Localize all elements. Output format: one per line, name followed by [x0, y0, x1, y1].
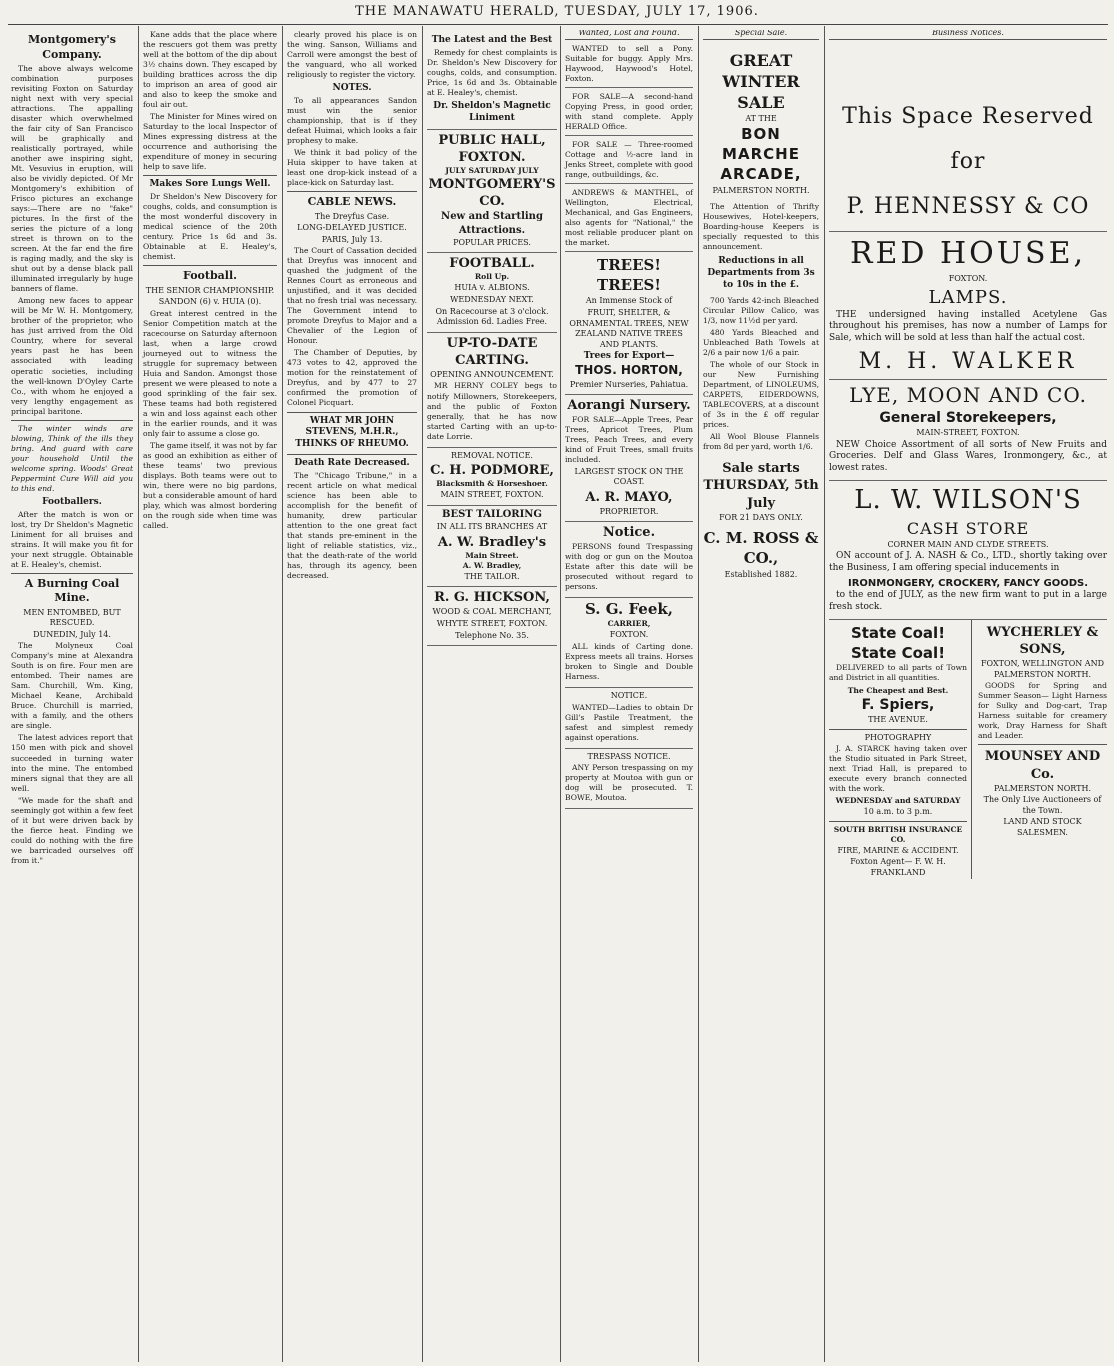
sale-text: The whole of our Stock in our New Furnishing Department, of LINOLEUMS, CARPETS, EIDERDOWNS, TABLECOVERS, at a discount of 3s in the £ off regular prices.: [703, 360, 819, 430]
ad-text: IN ALL ITS BRANCHES AT: [436, 522, 548, 532]
divider: [11, 573, 133, 574]
advertisement: [829, 232, 1107, 381]
article-text: clearly proved his place is on the wing. Sanson, Williams and Carroll were amongst the best of the vanguard, who all worked religiously to register the victory.: [287, 30, 417, 80]
ad-heading: SOUTH BRITISH INSURANCE CO.: [833, 824, 963, 844]
article-text: "We made for the shaft and seemingly got within a few feet of it but were driven back by the fierce heat. Finding we could do nothing with the fire we barricaded ourselves off from it.": [11, 795, 133, 865]
article-subheading: The Dreyfus Case.: [314, 211, 390, 221]
ad-heading: Notice.: [602, 525, 656, 541]
sale-text: The Attention of Thrifty Housewives, Hotel-keepers, Boarding-house Keepers is specially requested to this announcement.: [703, 202, 819, 252]
ad-text: FRUIT, SHELTER, & ORNAMENTAL TREES, NEW ZEALAND NATIVE TREES AND PLANTS.: [569, 307, 689, 349]
classified-ad: WANTED to sell a Pony. Suitable for buggy. Apply Mrs. Haywood, Haywood's Hotel, Foxton.: [565, 42, 693, 88]
divider: [287, 454, 417, 455]
ad-heading: The Latest and the Best: [431, 35, 553, 45]
divider: [143, 175, 277, 176]
column-divider: [282, 26, 283, 1362]
advertisement: [427, 333, 557, 448]
advertisement: [565, 749, 693, 810]
article-text: The game itself, it was not by far as good an exhibition as either of these teams' two previous displays. Both teams were out to win, there were no big pardons, but a considerable amount of hard play, which was almost bordering on the rough side when time was called.: [143, 441, 277, 531]
ad-text: WEDNESDAY NEXT.: [450, 294, 534, 304]
ad-text: PALMERSTON NORTH.: [993, 783, 1091, 793]
ad-text: MAIN-STREET, FOXTON.: [916, 428, 1020, 438]
article-subheading: THE SENIOR CHAMPIONSHIP.: [145, 285, 275, 295]
ad-heading: MOUNSEY AND Co.: [984, 749, 1101, 782]
sale-text: All Wool Blouse Flannels from 8d per yard, worth 1/6.: [703, 432, 819, 452]
ad-heading: R. G. HICKSON,: [434, 590, 550, 606]
ad-text: Premier Nurseries, Pahiatua.: [569, 379, 689, 389]
ad-heading: LAMPS.: [928, 286, 1008, 308]
ad-text: FOXTON.: [609, 630, 649, 640]
ad-heading: A. R. MAYO,: [585, 489, 673, 505]
article-subheading: LONG-DELAYED JUSTICE.: [297, 223, 407, 233]
advertisement: [427, 30, 557, 130]
advertisement: [829, 481, 1107, 620]
ad-text: FOXTON.: [948, 274, 988, 284]
dateline: PARIS, July 13.: [321, 234, 383, 244]
advertisement: [565, 254, 693, 396]
ad-column: [978, 620, 1107, 880]
column-1: [8, 30, 136, 1362]
divider: [978, 744, 1107, 745]
ad-text: FIRE, MARINE & ACCIDENT.: [837, 845, 959, 855]
divider: [829, 729, 967, 730]
ad-text: CORNER MAIN AND CLYDE STREETS.: [887, 539, 1049, 549]
ad-heading: IRONMONGERY, CROCKERY, FANCY GOODS.: [847, 577, 1088, 589]
column-7: [826, 30, 1110, 1362]
advertisement: [565, 522, 693, 597]
ad-heading: UP-TO-DATE CARTING.: [446, 335, 538, 368]
ad-heading: TREES! TREES!: [597, 255, 661, 294]
column-divider: [138, 26, 139, 1362]
ad-text: ALL kinds of Carting done. Express meets all trains. Horses broken to Single and Double Harness.: [565, 642, 693, 682]
ad-text: WEDNESDAY and SATURDAY: [835, 796, 961, 806]
ad-text: New and Startling Attractions.: [441, 211, 543, 236]
article-text: The above always welcome combination purposes revisiting Foxton on Saturday night next with very special attractions. The appalling disaster which overwhelmed the fair city of San Francisco will be graphically and realistically portrayed, while another awe inspiring sight, Mt. Vesuvius in eruption, will also be vividly depicted. Of Mr Montgomery's exhibition of Frisco pictures an exchange says:—There are no "fake" pictures. In the first of the series the picture of a long street is thrown on to the screen. At the far end the fire is raging madly, and the sky is shut out by a dense black pall illuminated irregularly by huge banners of flame.: [11, 64, 133, 294]
ad-heading: FOOTBALL.: [449, 256, 535, 272]
advertisement: [829, 380, 1107, 481]
ad-text: CARRIER,: [607, 619, 651, 629]
ad-heading: PHOTOGRAPHY: [864, 732, 932, 742]
advertisement: [829, 42, 1107, 232]
ad-text: THE AVENUE.: [868, 714, 928, 724]
column-divider: [560, 26, 561, 1362]
ad-heading: TRESPASS NOTICE.: [587, 751, 671, 761]
divider: [11, 420, 133, 421]
ad-text: PROPRIETOR.: [599, 506, 659, 516]
column-divider: [698, 26, 699, 1362]
sale-heading: GREAT WINTER SALE: [722, 50, 800, 112]
ad-text: HUIA v. ALBIONS.: [454, 283, 530, 293]
sale-text: AT THE: [745, 113, 777, 123]
ad-heading: C. H. PODMORE,: [430, 463, 554, 479]
ad-text: FOXTON, WELLINGTON AND PALMERSTON NORTH.: [981, 659, 1104, 679]
ad-text: Trees for Export—: [583, 351, 675, 362]
divider: [143, 265, 277, 266]
store-name: C. M. ROSS & CO.,: [703, 529, 819, 568]
advertisement: [565, 598, 693, 688]
sale-text: PALMERSTON NORTH.: [712, 185, 810, 195]
store-name: BON MARCHE ARCADE,: [720, 125, 802, 184]
article-heading: Footballers.: [42, 496, 102, 507]
ad-heading: MONTGOMERY'S CO.: [428, 177, 556, 210]
ad-text: DELIVERED to all parts of Town and District in all quantities.: [829, 663, 967, 683]
ad-heading: General Storekeepers,: [879, 409, 1057, 426]
article-heading: Makes Sore Lungs Well.: [149, 179, 271, 190]
ad-heading: State Coal!: [850, 623, 946, 642]
column-divider: [422, 26, 423, 1362]
divider: [287, 191, 417, 192]
section-label: Business Notices.: [829, 30, 1107, 40]
advertisement: [427, 506, 557, 587]
ad-text: OPENING ANNOUNCEMENT.: [430, 369, 554, 379]
ad-text: The Cheapest and Best.: [847, 685, 949, 695]
ad-heading: L. W. WILSON'S: [854, 485, 1082, 516]
article-text: Dr Sheldon's New Discovery for coughs, colds, and consumption is the most wonderful discovery in medical science of the 20th century. Price 1s 6d and 3s. Obtainable at E. Healey's, chemist.: [143, 192, 277, 262]
article-heading: Football.: [183, 269, 237, 283]
ad-text: LAND AND STOCK SALESMEN.: [1003, 817, 1082, 837]
ad-text: Telephone No. 35.: [455, 630, 529, 640]
classified-ad: FOR SALE—A second-hand Copying Press, in good order, with stand complete. Apply HERALD Office.: [565, 90, 693, 136]
ad-heading: THOS. HORTON,: [575, 363, 683, 378]
column-2: [140, 30, 280, 1362]
divider: [829, 821, 967, 822]
ad-heading: Dr. Sheldon's Magnetic Liniment: [433, 100, 551, 123]
ad-heading: for: [950, 148, 986, 174]
ad-text: FOR SALE—Apple Trees, Pear Trees, Apricot Trees, Plum Trees, Peach Trees, and every kind of Fruit Trees, small fruits included.: [565, 414, 693, 464]
sale-text: Established 1882.: [724, 569, 798, 579]
sale-subheading: Reductions in all Departments from 3s to 10s in the £.: [707, 256, 815, 291]
column-4: [424, 30, 560, 1362]
article-text: The Molyneux Coal Company's mine at Alexandra South is on fire. Four men are entombed. Their names are Sam. Churchill, Wm. King, Michael Keane, Archibald Bruce. Churchill is married, with a family, and the others are single.: [11, 641, 133, 731]
top-rule: [8, 24, 1108, 25]
column-6: [700, 30, 822, 1362]
ad-heading: RED HOUSE,: [849, 235, 1087, 271]
article-heading: Montgomery's Company.: [27, 33, 116, 61]
article-text: After the match is won or lost, try Dr Sheldon's Magnetic Liniment for all bruises and strains. It will make you fit for your next struggle. Obtainable at E. Healey's, chemist.: [11, 509, 133, 569]
ad-text: ANY Person trespassing on my property at Moutoa with gun or dog will be prosecuted. T. BOWE, Moutoa.: [565, 763, 693, 803]
ad-text: POPULAR PRICES.: [453, 237, 531, 247]
article-heading: Death Rate Decreased.: [294, 458, 410, 469]
advertisement: [565, 688, 693, 749]
article-text: The Court of Cassation decided that Dreyfus was innocent and quashed the judgment of the Rennes Court as erroneous and unjustified, and it was decided that no fresh trial was necessary. The Government intend to promote Dreyfus to Major and a Chevalier of the Legion of Honour.: [287, 246, 417, 346]
ad-text: NEW Choice Assortment of all sorts of New Fruits and Groceries. Delf and Glass Wares, Ironmongery, &c., at lowest rates.: [829, 439, 1107, 474]
section-label: Wanted, Lost and Found.: [565, 30, 693, 40]
sale-text: 700 Yards 42-inch Bleached Circular Pillow Calico, was 1/3, now 11½d per yard.: [703, 296, 819, 326]
sale-heading: Sale starts THURSDAY, 5th July: [703, 461, 819, 511]
ad-text: WHYTE STREET, FOXTON.: [436, 619, 548, 629]
section-label: Special Sale.: [703, 30, 819, 40]
ad-row: [829, 620, 1107, 880]
ad-text: J. A. STARCK having taken over the Studio situated in Park Street, next Triad Hall, is prepared to execute every branch connected with the work.: [829, 744, 967, 794]
ad-heading: State Coal!: [850, 643, 946, 662]
ad-text: to the end of JULY, as the new firm want to put in a large fresh stock.: [829, 590, 1107, 612]
ad-text: THE undersigned having installed Acetylene Gas throughout his premises, has now a number of Lamps for Sale, which will be sold at less than half the actual cost.: [829, 309, 1107, 344]
article-text: Great interest centred in the Senior Competition match at the racecourse on Saturday afternoon last, when a large crowd journeyed out to witness the struggle for supremacy between Huia and Sandon. Amongst those present we were pleased to note a good sprinkling of the fair sex. These teams had both registered a win and loss against each other in the earlier rounds, and it was only fair to assume a close go.: [143, 308, 277, 438]
advertisement: [565, 395, 693, 522]
article-heading: CABLE NEWS.: [307, 195, 397, 209]
ad-heading: M. H. WALKER: [858, 349, 1078, 375]
ad-text: WOOD & COAL MERCHANT,: [432, 607, 552, 617]
ad-text: JULY SATURDAY JULY: [445, 166, 539, 176]
ad-heading: WYCHERLEY & SONS,: [986, 624, 1099, 658]
ad-heading: PUBLIC HALL, FOXTON.: [438, 132, 546, 165]
article-text: The "Chicago Tribune," in a recent article on what medical science has been able to accomplish for the benefit of humanity, drew particular attention to the one great fact that stands pre-eminent in the light of reliable statistics, viz., that the death-rate of the world has, through its agency, been decreased.: [287, 471, 417, 581]
column-3: [284, 30, 420, 1362]
advertisement: [427, 587, 557, 646]
article-text: Kane adds that the place where the rescuers got them was pretty well at the bottom of the dip about 3½ chains down. They escaped by building brattices across the dip to imprison an area of good air and also to keep the smoke and foul air out.: [143, 30, 277, 110]
ad-text: REMOVAL NOTICE.: [451, 450, 533, 460]
ad-heading: Aorangi Nursery.: [567, 398, 691, 414]
ad-text: MR HERNY COLEY begs to notify Millowners, Storekeepers, and the public of Foxton generally, that he has now started Carting with an up-to-date Lorrie.: [427, 381, 557, 441]
article-heading: A Burning Coal Mine.: [24, 576, 120, 605]
sale-text: 480 Yards Bleached and Unbleached Bath Towels at 2/6 a pair now 1/6 a pair.: [703, 328, 819, 358]
ad-text: LARGEST STOCK ON THE COAST.: [574, 466, 684, 487]
ad-text: Foxton Agent— F. W. H. FRANKLAND: [850, 857, 946, 877]
ad-text: PERSONS found Trespassing with dog or gun on the Moutoa Estate after this date will be prosecuted without regard to persons.: [565, 541, 693, 591]
ad-heading: NOTICE.: [610, 691, 648, 701]
ad-text: On Racecourse at 3 o'clock. Admission 6d. Ladies Free.: [435, 306, 549, 327]
article-text: We think it bad policy of the Huia skipper to have taken at least one drop-kick instead of a place-kick on Saturday last.: [287, 148, 417, 188]
advertisement: [427, 253, 557, 332]
ad-text: The Only Live Auctioneers of the Town.: [983, 795, 1102, 815]
ad-column: [829, 620, 972, 880]
dateline: DUNEDIN, July 14.: [33, 629, 111, 639]
article-text: To all appearances Sandon must win the senior championship, that is if they defeat Huimai, which looks a fair prophesy to make.: [287, 95, 417, 146]
article-heading: WHAT MR JOHN STEVENS, M.H.R., THINKS OF RHEUMO.: [295, 415, 409, 450]
ad-text: WANTED—Ladies to obtain Dr Gill's Pastile Treatment, the safest and simplest remedy against operations.: [565, 702, 693, 742]
classified-ad: ANDREWS & MANTHEL, of Wellington, Electrical, Mechanical, and Gas Engineers, also agents for "National," the most reliable producer plant on the market.: [565, 186, 693, 252]
masthead: THE MANAWATU HERALD, TUESDAY, JULY 17, 1906.: [355, 4, 759, 19]
column-5: [562, 30, 696, 1362]
ad-heading: F. Spiers,: [861, 696, 935, 713]
poem-text: The winter winds are blowing, Think of the ills they bring. And guard with care your household Until the welcome spring. Woods' Great Peppermint Cure Will aid you to this end.: [11, 423, 133, 493]
divider: [287, 412, 417, 413]
ad-heading: S. G. Feek,: [585, 599, 673, 618]
ad-text: GOODS for Spring and Summer Season— Light Harness for Sulky and Dog-cart, Trap Harness suitable for creamery work, Dray Harness for Shaft and Leader.: [978, 681, 1107, 741]
ad-text: MAIN STREET, FOXTON.: [440, 490, 544, 500]
column-divider: [824, 26, 825, 1362]
article-subheading: MEN ENTOMBED, BUT RESCUED.: [23, 607, 121, 628]
ad-text: Main Street.: [465, 550, 519, 560]
article-heading: NOTES.: [332, 83, 372, 94]
ad-text: 10 a.m. to 3 p.m.: [863, 807, 933, 817]
article-text: The Minister for Mines wired on Saturday to the local Inspector of Mines expressing distress at the occurrence and authorising the expenditure of money in securing help to save life.: [143, 112, 277, 172]
ad-text: ON account of J. A. NASH & Co., LTD., shortly taking over the Business, I am offering special inducements in: [829, 551, 1107, 574]
article-text: The Chamber of Deputies, by 473 votes to 42, approved the motion for the reinstatement of Dreyfus, and by 477 to 27 confirmed the promotion of Colonel Picquart.: [287, 348, 417, 408]
ad-heading: P. HENNESSY & CO: [846, 193, 1090, 219]
article-text: The latest advices report that 150 men with pick and shovel succeeded in turning water into the mine. The entombed miners signal that they are all well.: [11, 733, 133, 793]
article-text: Among new faces to appear will be Mr W. H. Montgomery, brother of the proprietor, who has just arrived from the Old Country, where for several years past he has been associated with leading operatic societies, including the well-known D'Oyley Carte Co., with whom he enjoyed a very lengthy engagement as principal baritone.: [11, 296, 133, 416]
ad-text: An Immense Stock of: [585, 296, 673, 306]
ad-text: THE TAILOR.: [464, 571, 520, 581]
ad-text: A. W. Bradley,: [462, 560, 522, 570]
classified-ad: FOR SALE — Three-roomed Cottage and ½-acre land in Jenks Street, complete with good range, outbuildings, &c.: [565, 138, 693, 184]
article-subheading: SANDON (6) v. HUIA (0).: [158, 297, 262, 307]
ad-heading: CASH STORE: [906, 518, 1030, 538]
sale-text: FOR 21 DAYS ONLY.: [719, 512, 803, 522]
ad-heading: LYE, MOON AND CO.: [849, 383, 1087, 408]
ad-heading: A. W. Bradley's: [437, 534, 547, 550]
ad-heading: BEST TAILORING: [442, 508, 542, 520]
ad-heading: This Space Reserved: [842, 103, 1094, 129]
ad-text: Roll Up.: [474, 272, 510, 282]
ad-text: Blacksmith & Horseshoer.: [436, 479, 548, 489]
advertisement: [427, 130, 557, 254]
advertisement: [427, 448, 557, 506]
ad-text: Remedy for chest complaints is Dr. Sheldon's New Discovery for coughs, colds, and consumption. Price, 1s 6d and 3s. Obtainable at E. Healey's, chemist.: [427, 47, 557, 97]
